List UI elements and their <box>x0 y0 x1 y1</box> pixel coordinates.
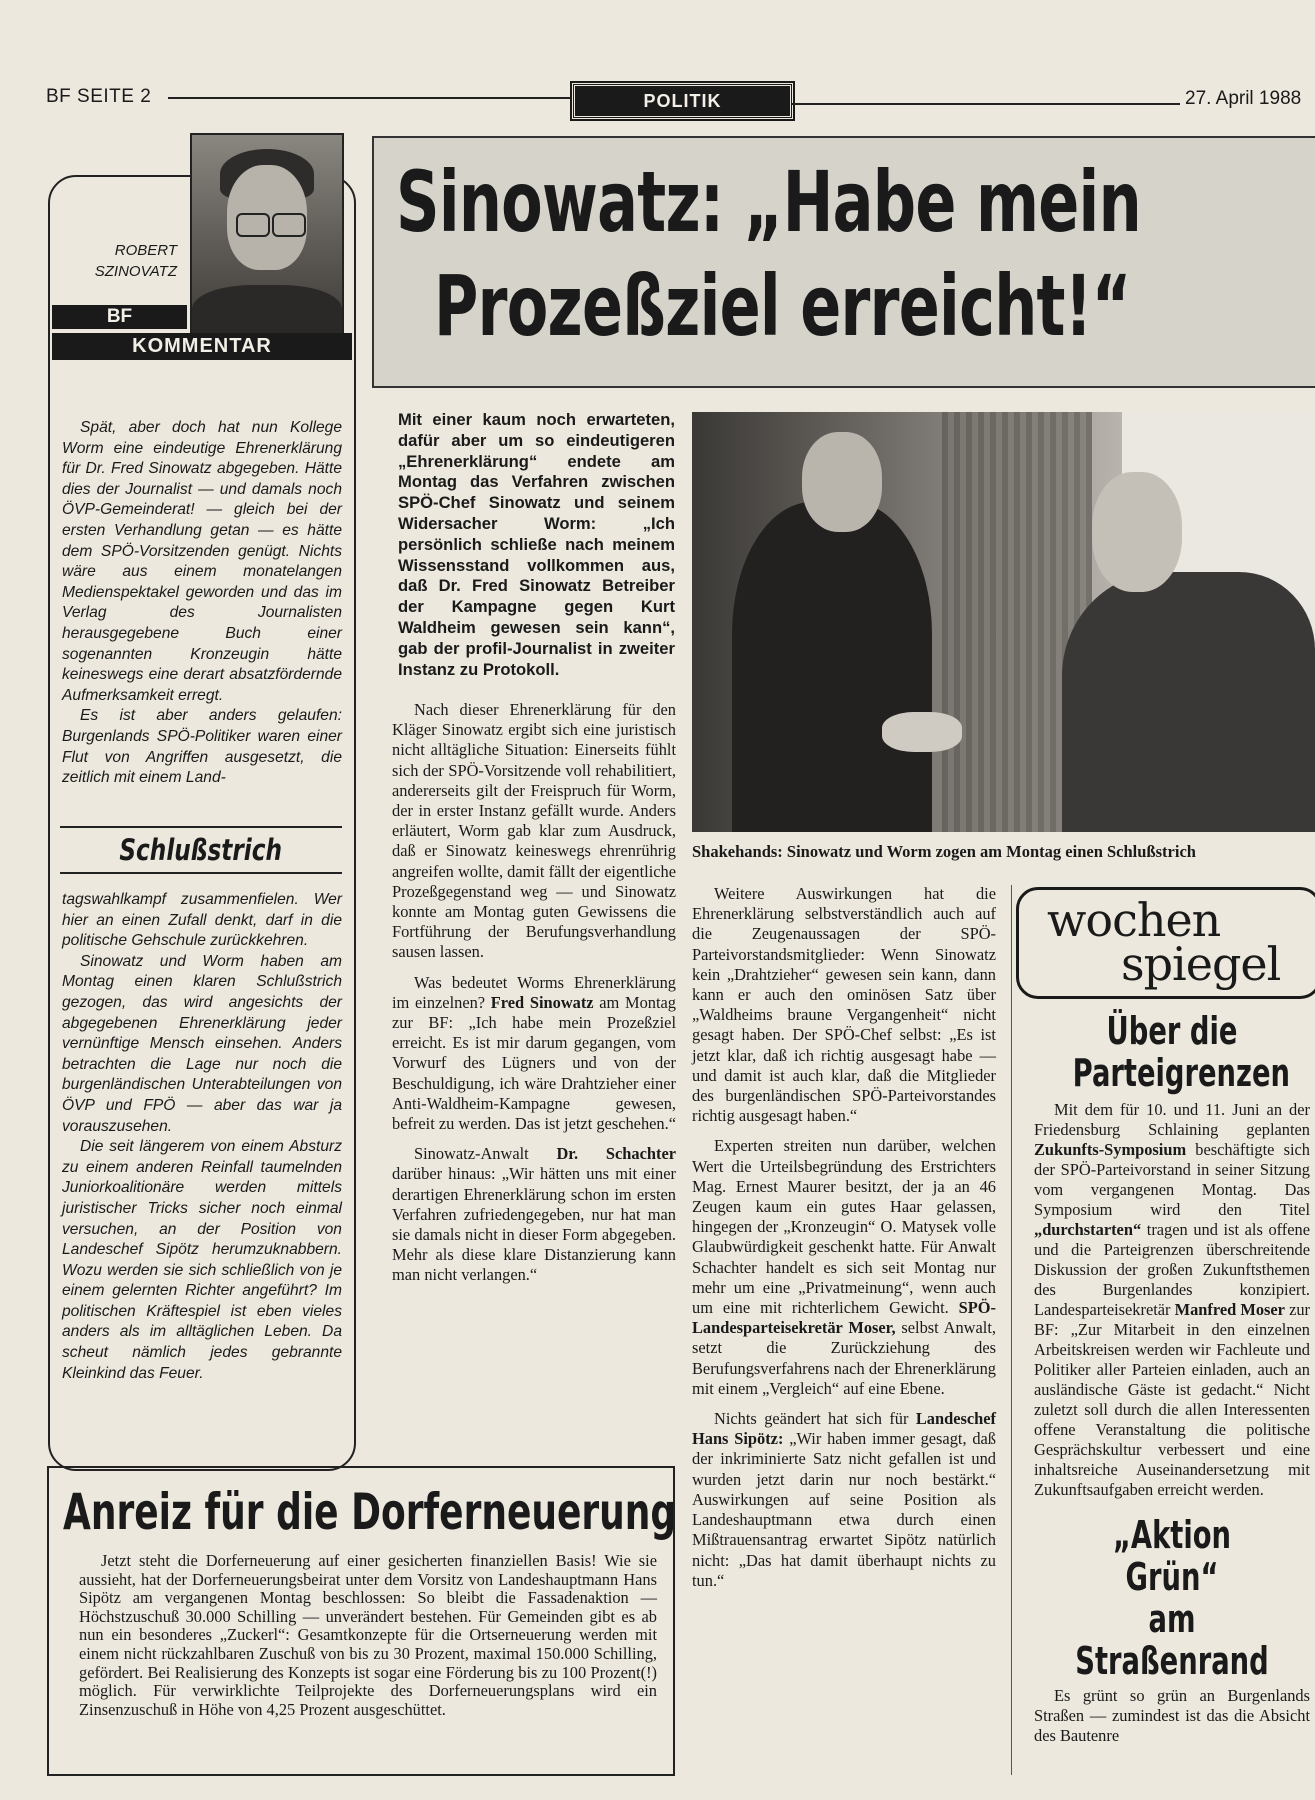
article-column-1 <box>392 700 676 1296</box>
author-photo-suit <box>192 285 342 337</box>
commentary-paragraph: Spät, aber doch hat nun Kollege Worm eine eindeutige Ehrenerklärung für Dr. Fred Sinowatz abgegeben. Hätte dies der Journalist — und damals noch ÖVP-Gemeinderat! — gleich bei der ersten Verhandlung getan — es hätte dem SPÖ-Vorsitzenden genügt. Nichts wäre aus einem monatelangen Medienspektakel geworden und das im Verlag des Journalisten herausgegebene Buch einer sogenannten Kronzeugin hätte keineswegs eine derart absatzfördernde Aufmerksamkeit erregt. <box>62 419 342 704</box>
wochenspiegel-text2: Es grünt so grün an Burgenlands Straßen — zumindest ist das die Absicht des Bautenre <box>1034 1686 1310 1745</box>
wochenspiegel-headline1-line1: Über die <box>1106 1009 1238 1053</box>
page-number: BF SEITE 2 <box>46 86 152 107</box>
kommentar-label: KOMMENTAR <box>52 333 352 360</box>
wochenspiegel-headline1-line2: Parteigrenzen <box>1072 1051 1291 1095</box>
issue-date: 27. April 1988 <box>1185 88 1302 109</box>
photo-person-right-head <box>1092 472 1182 592</box>
photo-person-right <box>1062 572 1315 832</box>
article-paragraph: Sinowatz-Anwalt Dr. Schachter darüber hinaus: „Wir hätten uns mit einer derartigen Ehrenerklärung schon im ersten Verfahren zufriedengegeben, nur hat man sie damals nicht in dieser Form abgegeben. Mehr als diese klare Distanzierung kann man nicht verlangen.“ <box>392 1144 676 1285</box>
commentary-paragraph: Die seit längerem von einem Absturz zu einem anderen Reinfall taumelnden Juniorkoalitionäre werden mittels juristischer Tricks sicher noch einmal versuchen, an der Position von Landeschef Sipötz herumzuknabbern. Wozu werden sie sich schließlich von je einem gelernten Richter angeführt? Im politischen Kräftespiel ist eben vieles anders als im alltäglichen Leben. Da scheut nämlich jedes gebrannte Kleinkind das Feuer. <box>62 1138 342 1382</box>
wochenspiegel-divider <box>1011 885 1012 1775</box>
header-rule-left <box>168 97 572 99</box>
commentary-text-top <box>62 418 342 789</box>
photo-person-left <box>732 502 932 832</box>
main-headline-box <box>372 136 1315 388</box>
photo-caption: Shakehands: Sinowatz und Worm zogen am Montag einen Schlußstrich <box>692 842 1196 861</box>
article-paragraph: Was bedeutet Worms Ehrenerklärung im einzelnen? Fred Sinowatz am Montag zur BF: „Ich habe mein Prozeßziel erreicht. Es ist mir darum gegangen, vom Vorwurf des Lügners und von der Beschuldigung, ich wäre Drahtzieher einer Anti-Waldheim-Kampagne gewesen, befreit zu werden. Das ist jetzt geschehen.“ <box>392 972 676 1134</box>
main-headline-line1: Sinowatz: „Habe mein <box>396 153 1141 251</box>
author-first-name: ROBERT <box>114 242 177 259</box>
commentary-paragraph: Es ist aber anders gelaufen: Burgenlands SPÖ-Politiker waren einer Flut von Angriffen ausgesetzt, die zeitlich mit einem Land- <box>62 707 342 787</box>
anreiz-text: Jetzt steht die Dorferneuerung auf einer gesicherten finanziellen Basis! Wie sie aussieht, hat der Dorferneuerungsbeirat unter dem Vorsitz von Landeshauptmann Hans Sipötz am vergangenen Montag beschlossen: So bleibt die Fassadenaktion — Höchstzuschuß 30.000 Schilling — unverändert bestehen. Für Gemeinden gibt es ab nun ein besonderes „Zuckerl“: Gesamtkonzepte für die Ortserneuerung werden mit einem nicht rückzahlbaren Zuschuß von bis zu 30 Prozent, maximal 150.000 Schilling, gefördert. Bei Realisierung des Konzepts ist sogar eine Förderung bis zu 100 Prozent(!) möglich. Für verwirklichte Teilprojekte des Dorferneuerungsplans wird ein Zinsenzuschuß in Höhe von 4,25 Prozent ausgeschüttet. <box>79 1551 657 1719</box>
main-headline-line2: Prozeßziel erreicht!“ <box>434 257 1131 355</box>
commentary-subtitle-text: Schlußstrich <box>119 833 283 867</box>
section-label: POLITIK <box>572 83 793 119</box>
photo-handshake <box>882 712 962 752</box>
article-lead: Mit einer kaum noch erwarteten, dafür aber um so eindeutigeren „Ehrenerklärung“ endete am Montag das Verfahren zwischen SPÖ-Chef Sinowatz und seinem Widersacher Worm: „Ich persönlich schließe nach meinem Wissensstand vollkommen aus, daß Dr. Fred Sinowatz Betreiber der Kampagne gegen Kurt Waldheim gewesen sein kann“, gab der profil-Journalist in zweiter Instanz zu Protokoll. <box>398 410 675 679</box>
photo-person-left-head <box>802 432 882 532</box>
wochenspiegel-headline2-line2: am Straßenrand <box>1075 1597 1269 1683</box>
handshake-photo <box>692 412 1315 832</box>
commentary-text-bottom <box>62 890 342 1384</box>
anreiz-headline: Anreiz für die Dorferneuerung <box>63 1483 677 1541</box>
wochenspiegel-content <box>1034 1010 1310 1746</box>
author-last-name: SZINOVATZ <box>94 263 177 280</box>
wochenspiegel-headline2-line1: „Aktion Grün“ <box>1112 1513 1232 1599</box>
article-paragraph: Nichts geändert hat sich für Landeschef Hans Sipötz: „Wir haben immer gesagt, daß der inkriminierte Satz nicht gefallen ist und wurden jetzt darin nur noch bestärkt.“ Auswirkungen auf seine Position als Landeshauptmann etwa durch einen Mißtrauensantrag erwartet Sipötz natürlich nicht: „Das hat damit überhaupt nichts zu tun.“ <box>692 1409 996 1590</box>
author-photo-glasses-left <box>236 213 270 237</box>
commentary-paragraph: tagswahlkampf zusammenfielen. Wer hier an einen Zufall denkt, darf in die politische Gehschule zurückkehren. <box>62 891 342 950</box>
article-paragraph: Experten streiten nun darüber, welchen Wert die Urteilsbegründung des Erstrichters Mag. Ernest Maurer besitzt, der ja an 46 Zeugen kaum ein gutes Haar gelassen, hingegen der „Kronzeugin“ O. Matysek volle Glaubwürdigkeit geschenkt hatte. Für Anwalt Schachter handelt es sich seit Montag nur mehr um eine „Privatmeinung“, wenn auch um eine mit richterlichem Gewicht. SPÖ-Landesparteisekretär Moser, selbst Anwalt, setzt die Zurückziehung des Berufungsverfahrens nach der Ehrenerklärung mit einem „Vergleich“ auf eine Ebene. <box>692 1136 996 1398</box>
commentary-subtitle <box>60 826 342 874</box>
anreiz-article-box <box>47 1466 675 1776</box>
wochenspiegel-logo-line1: wochen <box>1047 893 1221 947</box>
wochenspiegel-logo-line2: spiegel <box>1121 937 1281 991</box>
wochenspiegel-text1: Mit dem für 10. und 11. Juni an der Friedensburg Schlaining geplanten Zukunfts-Symposium beschäftigte sich der SPÖ-Parteivorstand in seiner Sitzung vom vergangenen Montag. Das Symposium wird den Titel „durchstarten“ tragen und ist als offene und die Parteigrenzen überschreitende Diskussion der großen Zukunftsthemen des Burgenlandes konzipiert. Landesparteisekretär Manfred Moser zur BF: „Zur Mitarbeit in den einzelnen Arbeitskreisen werden wir Fachleute und Politiker aller Parteien einladen, auch an ausländische Gäste ist gedacht.“ Nicht zuletzt soll durch die allen Interessenten offene Veranstaltung die politische Gesprächskultur verbessert und eine inhaltsreiche Auseinandersetzung mit Zukunftsaufgaben erreicht werden. <box>1034 1100 1310 1499</box>
commentary-author <box>62 240 177 282</box>
author-photo <box>190 133 344 337</box>
article-column-2 <box>692 884 996 1601</box>
wochenspiegel-logo-box <box>1016 887 1315 999</box>
author-photo-glasses-right <box>272 213 306 237</box>
article-paragraph: Nach dieser Ehrenerklärung für den Kläger Sinowatz ergibt sich eine juristisch nicht alltägliche Situation: Einerseits fühlt sich der SPÖ-Vorsitzende voll rehabilitiert, andererseits gilt der Freispruch für Worm, der in erster Instanz gefällt wurde. Anders erläutert, Worm gab klar zum Ausdruck, daß er Sinowatz keineswegs ehrenrührig angreifen wollte, damit fällt der eigentliche Prozeßgegenstand weg — und Sinowatz konnte am Montag guten Gewissens die Fortführung der Berufungsverhandlung sausen lassen. <box>392 700 676 962</box>
article-paragraph: Weitere Auswirkungen hat die Ehrenerklärung selbstverständlich auch auf die Zeugenaussagen der SPÖ-Parteivorstandsmitglieder: Wenn Sinowatz kein „Drahtzieher“ gewesen sein kann, dann kann er auch den ominösen Satz über „Waldheims braune Vergangenheit“ nicht gesagt haben. Der SPÖ-Chef selbst: „Es ist jetzt klar, daß ich richtig ausgesagt habe — und damit ist auch klar, daß die Mitglieder des burgenländischen SPÖ-Parteivorstandes richtig ausgesagt haben.“ <box>692 884 996 1126</box>
bf-label: BF <box>52 305 187 329</box>
header-rule-right <box>792 103 1180 105</box>
commentary-paragraph: Sinowatz und Worm haben am Montag einen klaren Schlußstrich gezogen, das wird angesichts der abgegebenen Ehrenerklärung jeder vernünftige Mensch einsehen. Anders betrachten die Lage nur noch die burgenländischen Unterabteilungen von ÖVP und FPÖ — aber das war ja vorauszusehen. <box>62 952 342 1135</box>
